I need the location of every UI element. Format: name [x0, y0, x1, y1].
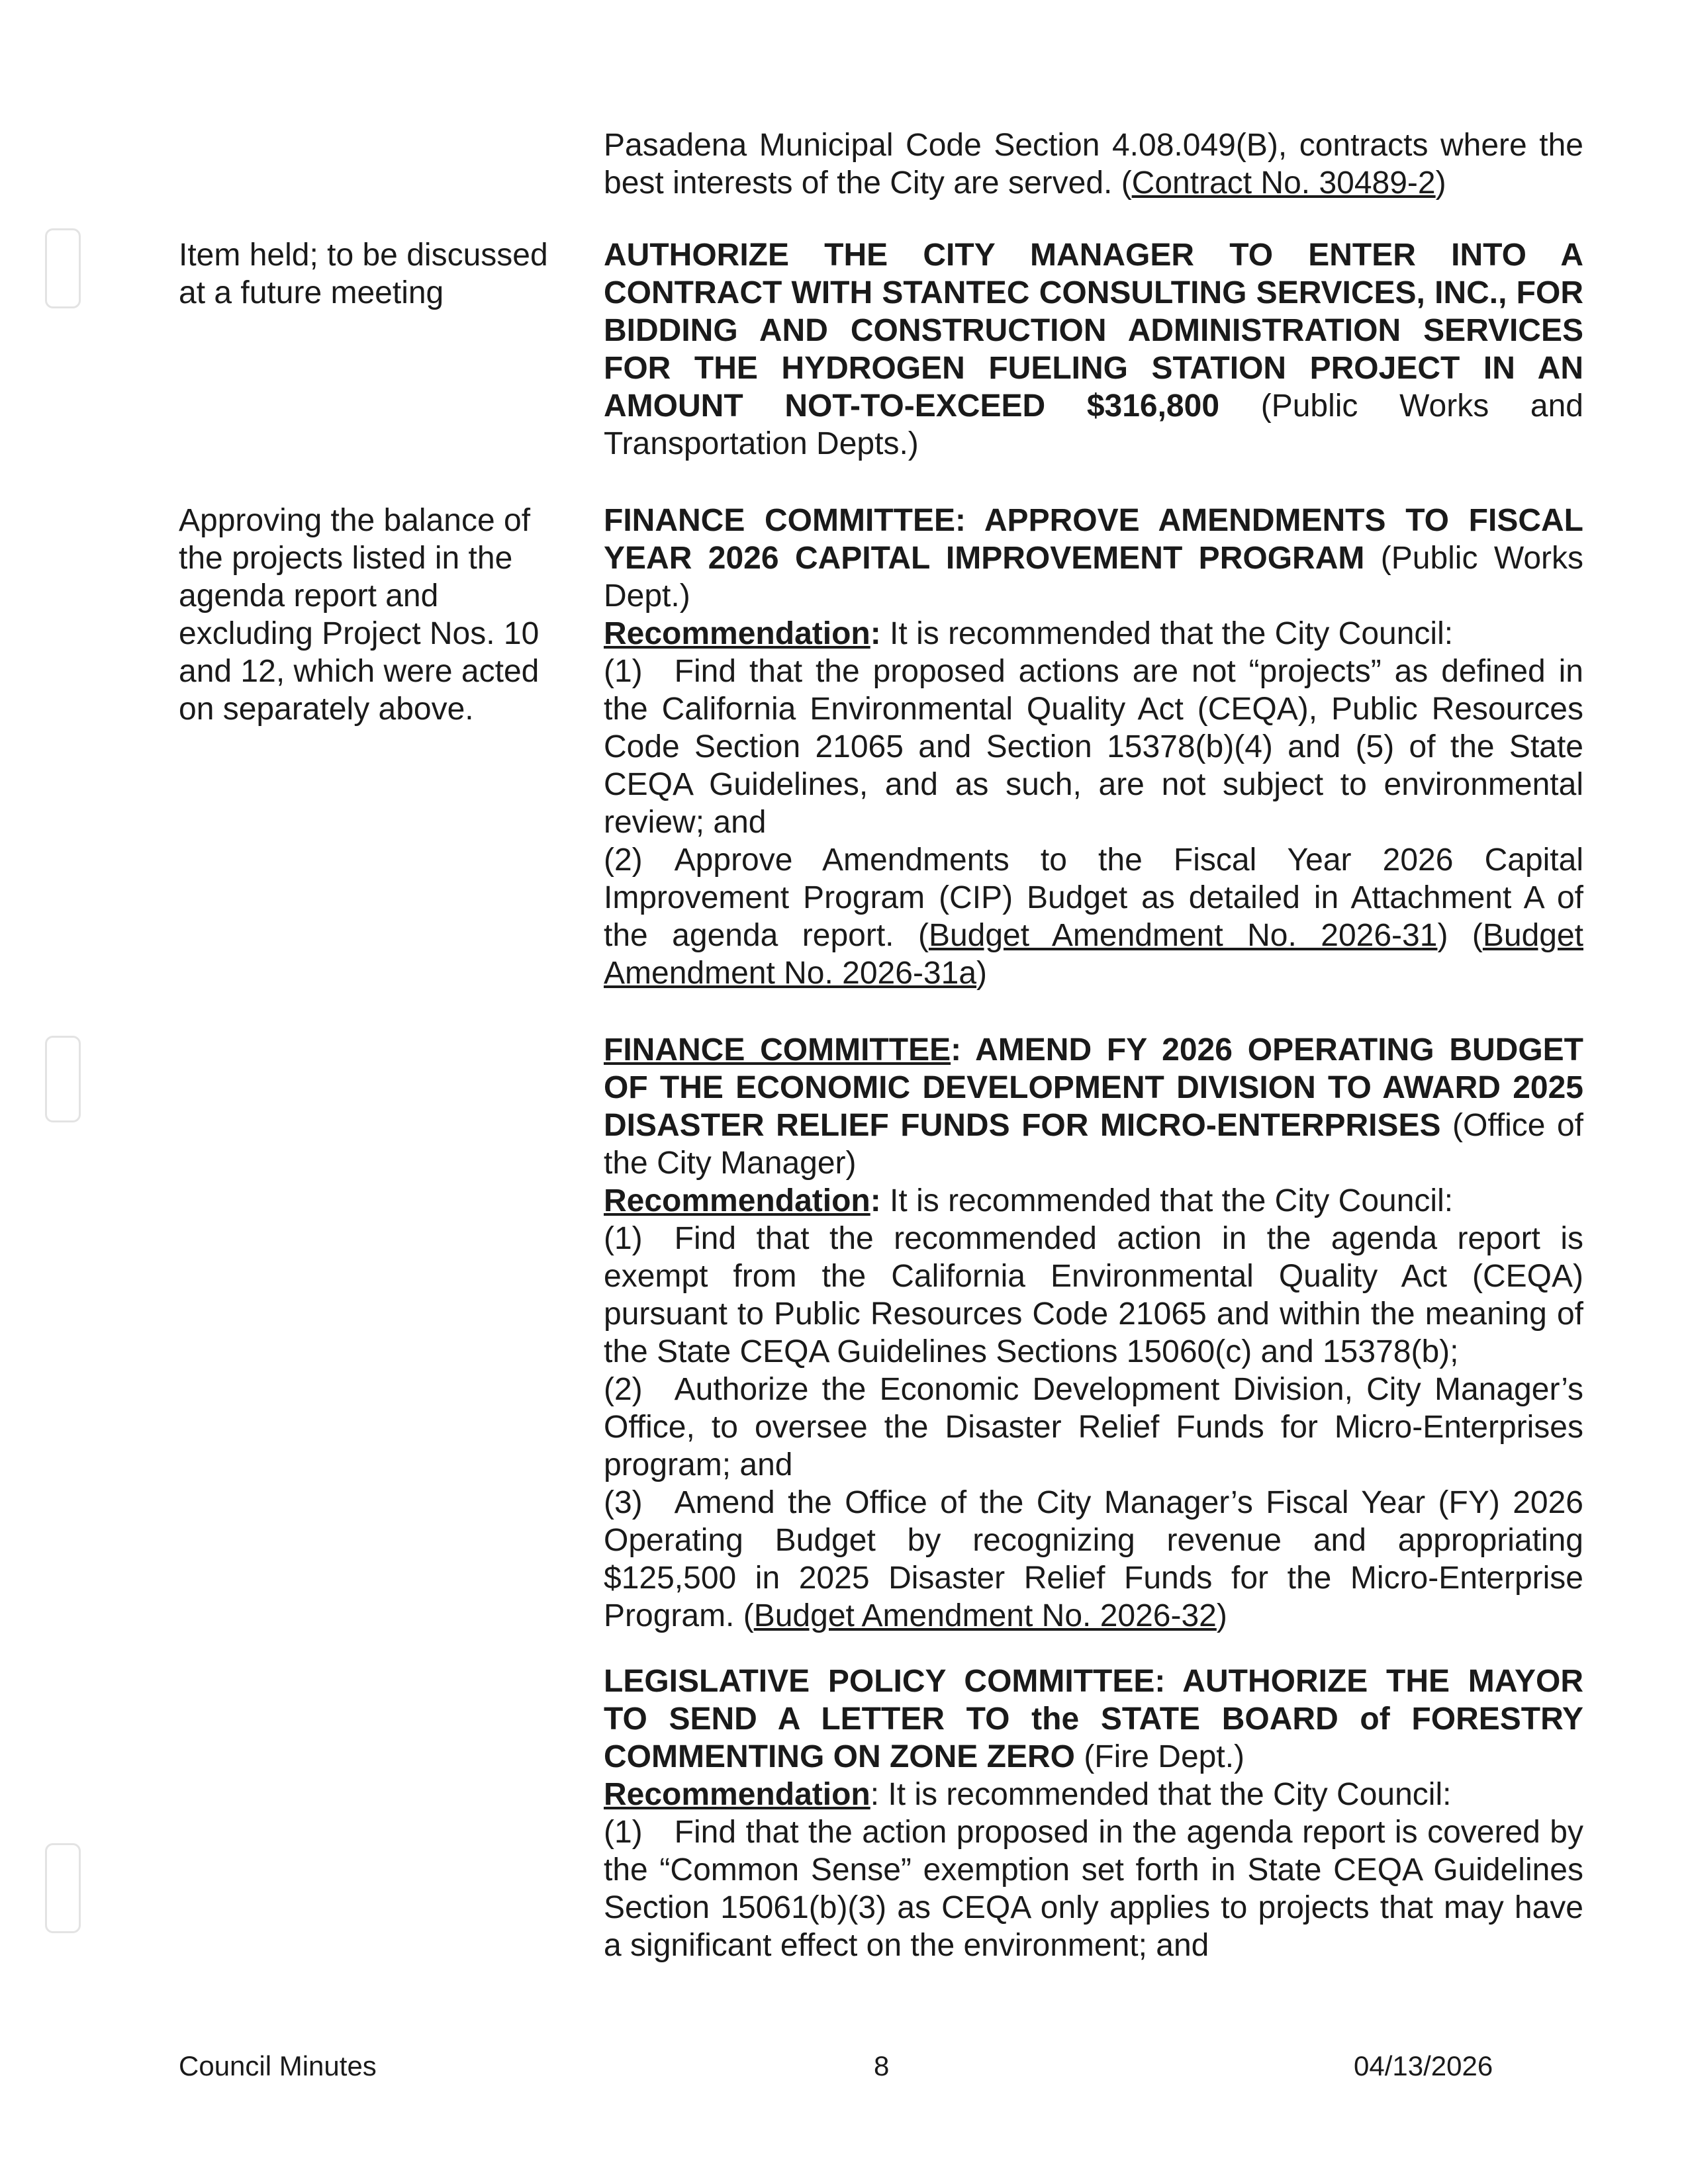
item1-action-note: Item held; to be discussed at a future meeting	[179, 238, 548, 310]
item4-recommendation: Recommendation: It is recommended that the City Council:	[604, 1777, 1452, 1812]
item2-rec-1: (1) Find that the proposed actions are not “projects” as defined in the California Environmental Quality Act (CEQA), Public Resources Code Section 21065 and Section 15378(b)(4) and (5) of the State CEQA Guidelines, and as such, are not subject to environmental review; and	[604, 654, 1583, 840]
footer-date: 04/13/2026	[1354, 2050, 1493, 2081]
item3-rec-2: (2) Authorize the Economic Development Division, City Manager’s Office, to oversee the Disaster Relief Funds for Micro-Enterprises program; and	[604, 1372, 1583, 1482]
recommendation-label: Recommendation	[604, 1183, 870, 1218]
item3-rec-3: (3) Amend the Office of the City Manager’s Fiscal Year (FY) 2026 Operating Budget by recognizing revenue and appropriating $125,500 in 2025 Disaster Relief Funds for the Micro-Enterprise Program. (Budget Amendment No. 2026-32)	[604, 1485, 1583, 1633]
contract-link: Contract No. 30489-2	[1131, 165, 1436, 201]
item1-body	[604, 236, 1583, 463]
item2-rec-2: (2) Approve Amendments to the Fiscal Year 2026 Capital Improvement Program (CIP) Budget as detailed in Attachment A of the agenda report. (Budget Amendment No. 2026-31) (Budget Amendment No. 2026-31a)	[604, 842, 1583, 991]
item3-rec-1: (1) Find that the recommended action in the agenda report is exempt from the California Environmental Quality Act (CEQA) pursuant to Public Resources Code 21065 and within the meaning of the State CEQA Guidelines Sections 15060(c) and 15378(b);	[604, 1221, 1583, 1369]
item3-dept: (Office of the City Manager)	[604, 1108, 1583, 1181]
continuation-paragraph: Pasadena Municipal Code Section 4.08.049(B), contracts where the best interests of the City are served. (Contract No. 30489-2)	[604, 128, 1583, 201]
item2-heading	[604, 502, 1583, 615]
item2-action-note: Approving the balance of the projects listed in the agenda report and excluding Project Nos. 10 and 12, which were acted on separately above.	[179, 503, 539, 727]
continuation-text: Pasadena Municipal Code Section 4.08.049(B), contracts where the best interests of the City are served. (	[604, 128, 1583, 201]
item1-title: AUTHORIZE THE CITY MANAGER TO ENTER INTO A CONTRACT WITH STANTEC CONSULTING SERVICES, INC., FOR BIDDING AND CONSTRUCTION ADMINISTRATION SERVICES FOR THE HYDROGEN FUELING STATION PROJECT IN AN AMOUNT NOT-TO-EXCEED $316,800	[604, 238, 1583, 424]
budget-amendment-link: Budget Amendment No. 2026-31a	[604, 918, 1583, 991]
punch-hole-mark	[45, 1843, 81, 1933]
page-number: 8	[874, 2050, 890, 2081]
item4-title: LEGISLATIVE POLICY COMMITTEE: AUTHORIZE THE MAYOR TO SEND A LETTER TO the STATE BOARD of FORESTRY COMMENTING ON ZONE ZERO	[604, 1664, 1583, 1774]
item3-body	[604, 1031, 1583, 1635]
item2-dept: (Public Works Dept.)	[604, 541, 1583, 614]
item4-body	[604, 1662, 1583, 1964]
item3-title: : AMEND FY 2026 OPERATING BUDGET OF THE ECONOMIC DEVELOPMENT DIVISION TO AWARD 2025 DISASTER RELIEF FUNDS FOR MICRO-ENTERPRISES	[604, 1032, 1584, 1143]
item4-rec-1: (1) Find that the action proposed in the agenda report is covered by the “Common Sense” exemption set forth in State CEQA Guidelines Section 15061(b)(3) as CEQA only applies to projects that may have a significant effect on the environment; and	[604, 1815, 1583, 1963]
recommendation-label: Recommendation	[604, 616, 870, 651]
punch-hole-mark	[45, 1036, 81, 1122]
item3-heading	[604, 1031, 1583, 1182]
footer-title: Council Minutes	[179, 2050, 377, 2081]
item2-body	[604, 502, 1583, 992]
item1-dept: (Public Works and Transportation Depts.)	[604, 388, 1584, 461]
budget-amendment-link: Budget Amendment No. 2026-31	[928, 918, 1438, 953]
item4-dept: (Fire Dept.)	[1074, 1739, 1245, 1774]
item3-recommendation: Recommendation: It is recommended that the City Council:	[604, 1183, 1454, 1218]
budget-amendment-link: Budget Amendment No. 2026-32	[753, 1598, 1217, 1633]
punch-hole-mark	[45, 228, 81, 308]
item4-heading	[604, 1662, 1583, 1776]
item3-title-committee: FINANCE COMMITTEE	[604, 1032, 951, 1068]
recommendation-label: Recommendation	[604, 1777, 870, 1812]
item2-title: FINANCE COMMITTEE: APPROVE AMENDMENTS TO FISCAL YEAR 2026 CAPITAL IMPROVEMENT PROGRAM	[604, 503, 1583, 576]
item2-recommendation: Recommendation: It is recommended that the City Council:	[604, 616, 1454, 651]
